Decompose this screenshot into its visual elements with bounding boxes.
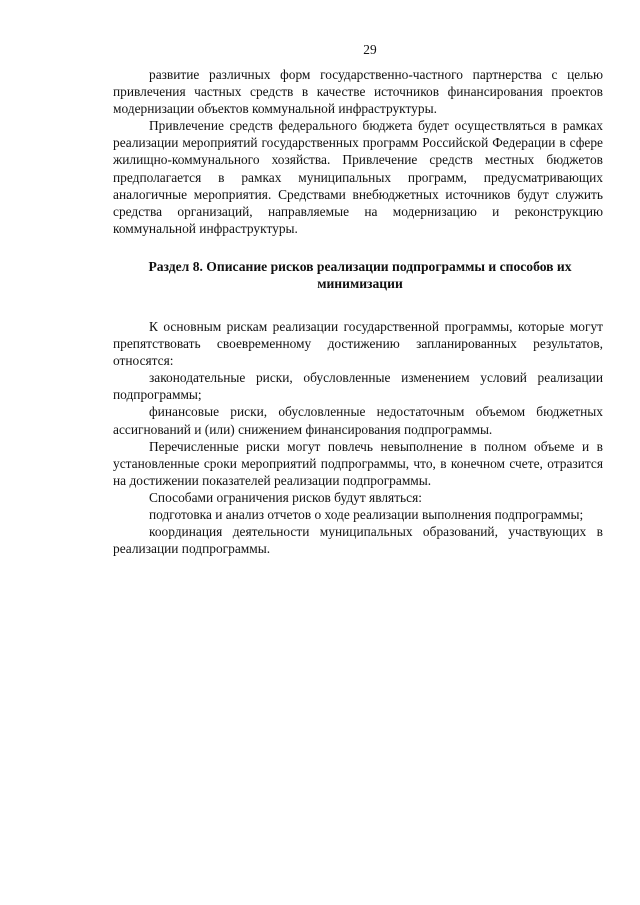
paragraph-financial-risks: финансовые риски, обусловленные недостаточным объемом бюджетных ассигнований и (или) снижением финансирования подпрограммы. (113, 404, 603, 437)
paragraph-risk-consequences: Перечисленные риски могут повлечь невыполнение в полном объеме и в установленные сроки мероприятий подпрограммы, что, в конечном счете, отразится на достижении показателей реализации подпрограммы. (113, 438, 603, 488)
paragraph-reports: подготовка и анализ отчетов о ходе реализации выполнения подпрограммы; (149, 506, 584, 522)
paragraph-main-risks: К основным рискам реализации государственной программы, которые могут препятствовать своевременному достижению запланированных результатов, относятся: (113, 318, 603, 369)
section-title: Раздел 8. Описание рисков реализации подпрограммы и способов их минимизации (148, 258, 572, 291)
paragraph-federal-budget: Привлечение средств федерального бюджета будет осуществляться в рамках реализации мероприятий государственных программ Российской Федерации в сфере жилищно-коммунального хозяйства. Привлечение средств местных бюджетов предполагается в рамках муниципальных программ, предусматривающих аналогичные мероприятия. Средствами внебюджетных источников будут служить средства организаций, направляемые на модернизацию и реконструкцию коммунальной инфраструктуры. (113, 118, 603, 236)
paragraph-coordination: координация деятельности муниципальных образований, участвующих в реализации подпрограммы. (113, 524, 603, 557)
paragraph-ppp: развитие различных форм государственно-частного партнерства с целью привлечения частных средств в качестве источников финансирования проектов модернизации объектов коммунальной инфраструктуры. (113, 67, 603, 117)
page-number: 29 (363, 42, 377, 57)
document-page (113, 66, 603, 557)
paragraph-legislative-risks: законодательные риски, обусловленные изменением условий реализации подпрограммы; (113, 370, 603, 403)
paragraph-risk-limitation: Способами ограничения рисков будут являться: (149, 489, 422, 505)
